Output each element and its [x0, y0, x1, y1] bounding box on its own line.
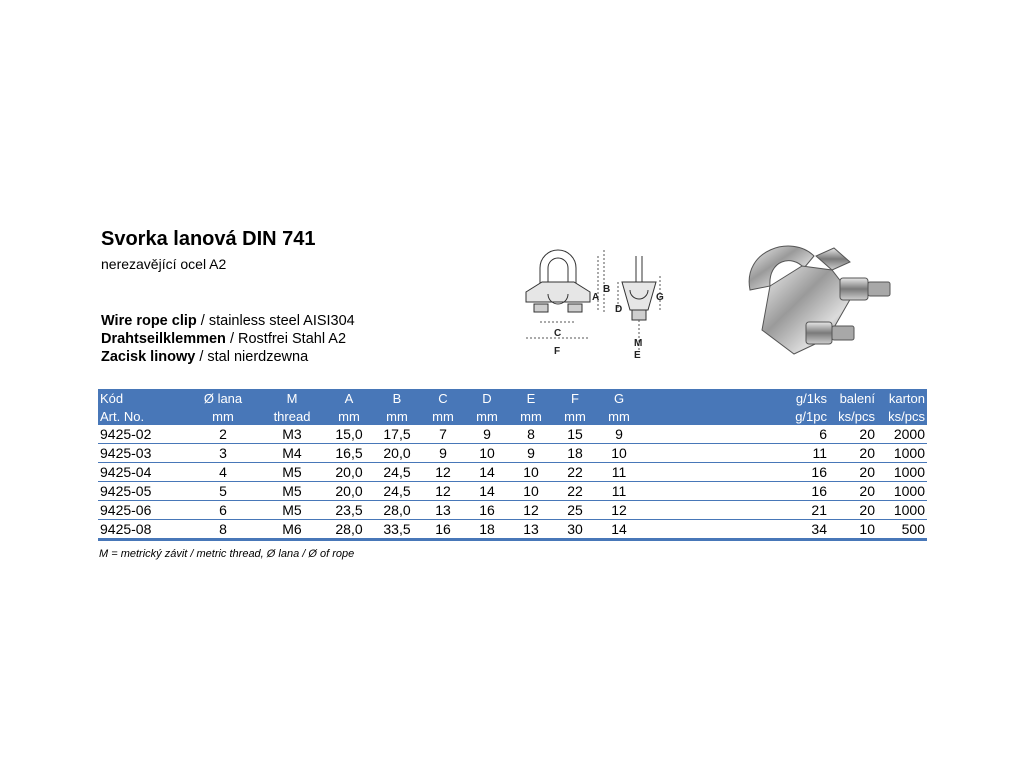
cell-pack: 20: [829, 482, 877, 501]
header-cell: mm: [508, 407, 554, 425]
header-cell: A: [324, 389, 374, 407]
cell-spacer: [642, 444, 775, 463]
cell-a: 20,0: [324, 482, 374, 501]
cell-rope-diameter: 6: [186, 501, 260, 520]
cell-f: 15: [554, 425, 596, 444]
cell-rope-diameter: 3: [186, 444, 260, 463]
cell-g: 12: [596, 501, 642, 520]
cell-g: 14: [596, 520, 642, 540]
cell-d: 10: [466, 444, 508, 463]
header-cell: mm: [374, 407, 420, 425]
name-english: Wire rope clip / stainless steel AISI304: [101, 313, 355, 329]
cell-f: 25: [554, 501, 596, 520]
table-header-row: [98, 407, 927, 425]
cell-e: 9: [508, 444, 554, 463]
cell-c: 16: [420, 520, 466, 540]
cell-c: 12: [420, 482, 466, 501]
cell-a: 15,0: [324, 425, 374, 444]
cell-e: 10: [508, 463, 554, 482]
cell-e: 13: [508, 520, 554, 540]
cell-rope-diameter: 2: [186, 425, 260, 444]
cell-pack: 20: [829, 463, 877, 482]
cell-rope-diameter: 4: [186, 463, 260, 482]
cell-weight: 16: [775, 482, 829, 501]
cell-b: 24,5: [374, 482, 420, 501]
label-c: C: [554, 328, 562, 339]
cell-pack: 10: [829, 520, 877, 540]
header-spacer: [642, 389, 775, 407]
header-cell: thread: [260, 407, 324, 425]
cell-carton: 1000: [877, 482, 927, 501]
header-cell: E: [508, 389, 554, 407]
name-polish: Zacisk linowy / stal nierdzewna: [101, 349, 309, 365]
table-row: [98, 444, 927, 463]
cell-b: 24,5: [374, 463, 420, 482]
cell-rope-diameter: 5: [186, 482, 260, 501]
cell-spacer: [642, 482, 775, 501]
header-cell: balení: [829, 389, 877, 407]
cell-c: 12: [420, 463, 466, 482]
cell-carton: 500: [877, 520, 927, 540]
cell-weight: 21: [775, 501, 829, 520]
label-g: G: [656, 292, 664, 303]
product-photo: [732, 230, 902, 370]
cell-spacer: [642, 501, 775, 520]
cell-d: 9: [466, 425, 508, 444]
cell-f: 22: [554, 463, 596, 482]
cell-e: 12: [508, 501, 554, 520]
cell-art-no: 9425-03: [98, 444, 186, 463]
header-cell: mm: [186, 407, 260, 425]
header-cell: M: [260, 389, 324, 407]
cell-thread: M5: [260, 482, 324, 501]
header-cell: G: [596, 389, 642, 407]
cell-b: 20,0: [374, 444, 420, 463]
cell-spacer: [642, 425, 775, 444]
product-subtitle: nerezavějící ocel A2: [101, 256, 227, 272]
cell-art-no: 9425-08: [98, 520, 186, 540]
cell-thread: M5: [260, 501, 324, 520]
cell-b: 17,5: [374, 425, 420, 444]
cell-d: 16: [466, 501, 508, 520]
cell-a: 23,5: [324, 501, 374, 520]
header-cell: g/1ks: [775, 389, 829, 407]
label-f: F: [554, 346, 561, 357]
header-cell: ks/pcs: [877, 407, 927, 425]
cell-g: 11: [596, 482, 642, 501]
header-cell: mm: [420, 407, 466, 425]
cell-a: 16,5: [324, 444, 374, 463]
header-cell: D: [466, 389, 508, 407]
label-e: E: [634, 350, 641, 361]
cell-g: 10: [596, 444, 642, 463]
table-row: [98, 425, 927, 444]
header-cell: B: [374, 389, 420, 407]
label-b: B: [603, 284, 611, 295]
cell-g: 11: [596, 463, 642, 482]
header-cell: mm: [554, 407, 596, 425]
header-cell: Ø lana: [186, 389, 260, 407]
cell-weight: 34: [775, 520, 829, 540]
table-row: [98, 482, 927, 501]
cell-f: 30: [554, 520, 596, 540]
cell-c: 13: [420, 501, 466, 520]
cell-thread: M6: [260, 520, 324, 540]
cell-thread: M5: [260, 463, 324, 482]
cell-c: 9: [420, 444, 466, 463]
footnote: M = metrický závit / metric thread, Ø lana / Ø of rope: [99, 548, 355, 560]
cell-carton: 1000: [877, 444, 927, 463]
cell-d: 14: [466, 463, 508, 482]
cell-a: 28,0: [324, 520, 374, 540]
cell-b: 33,5: [374, 520, 420, 540]
label-a: A: [592, 292, 600, 303]
cell-f: 18: [554, 444, 596, 463]
cell-spacer: [642, 463, 775, 482]
header-cell: mm: [596, 407, 642, 425]
header-cell: C: [420, 389, 466, 407]
cell-a: 20,0: [324, 463, 374, 482]
header-cell: mm: [324, 407, 374, 425]
cell-art-no: 9425-05: [98, 482, 186, 501]
dimension-diagram: [518, 246, 668, 362]
header-cell: F: [554, 389, 596, 407]
table-header-row: [98, 389, 927, 407]
cell-f: 22: [554, 482, 596, 501]
label-d: D: [615, 304, 623, 315]
table-row: [98, 520, 927, 540]
cell-carton: 1000: [877, 501, 927, 520]
header-cell: mm: [466, 407, 508, 425]
cell-carton: 2000: [877, 425, 927, 444]
cell-d: 18: [466, 520, 508, 540]
cell-carton: 1000: [877, 463, 927, 482]
table-row: [98, 501, 927, 520]
header-cell: ks/pcs: [829, 407, 877, 425]
header-spacer: [642, 407, 775, 425]
specification-table: [98, 389, 927, 541]
cell-d: 14: [466, 482, 508, 501]
cell-g: 9: [596, 425, 642, 444]
cell-thread: M3: [260, 425, 324, 444]
cell-weight: 16: [775, 463, 829, 482]
cell-b: 28,0: [374, 501, 420, 520]
cell-spacer: [642, 520, 775, 540]
label-m: M: [634, 338, 643, 349]
cell-c: 7: [420, 425, 466, 444]
cell-art-no: 9425-06: [98, 501, 186, 520]
table-row: [98, 463, 927, 482]
header-cell: Art. No.: [98, 407, 186, 425]
cell-pack: 20: [829, 501, 877, 520]
header-cell: Kód: [98, 389, 186, 407]
cell-weight: 6: [775, 425, 829, 444]
cell-art-no: 9425-04: [98, 463, 186, 482]
cell-e: 10: [508, 482, 554, 501]
name-german: Drahtseilklemmen / Rostfrei Stahl A2: [101, 331, 347, 347]
cell-pack: 20: [829, 425, 877, 444]
cell-rope-diameter: 8: [186, 520, 260, 540]
header-cell: karton: [877, 389, 927, 407]
cell-pack: 20: [829, 444, 877, 463]
product-title: Svorka lanová DIN 741: [101, 228, 316, 250]
cell-art-no: 9425-02: [98, 425, 186, 444]
cell-weight: 11: [775, 444, 829, 463]
header-cell: g/1pc: [775, 407, 829, 425]
product-names: [101, 312, 355, 366]
cell-thread: M4: [260, 444, 324, 463]
cell-e: 8: [508, 425, 554, 444]
